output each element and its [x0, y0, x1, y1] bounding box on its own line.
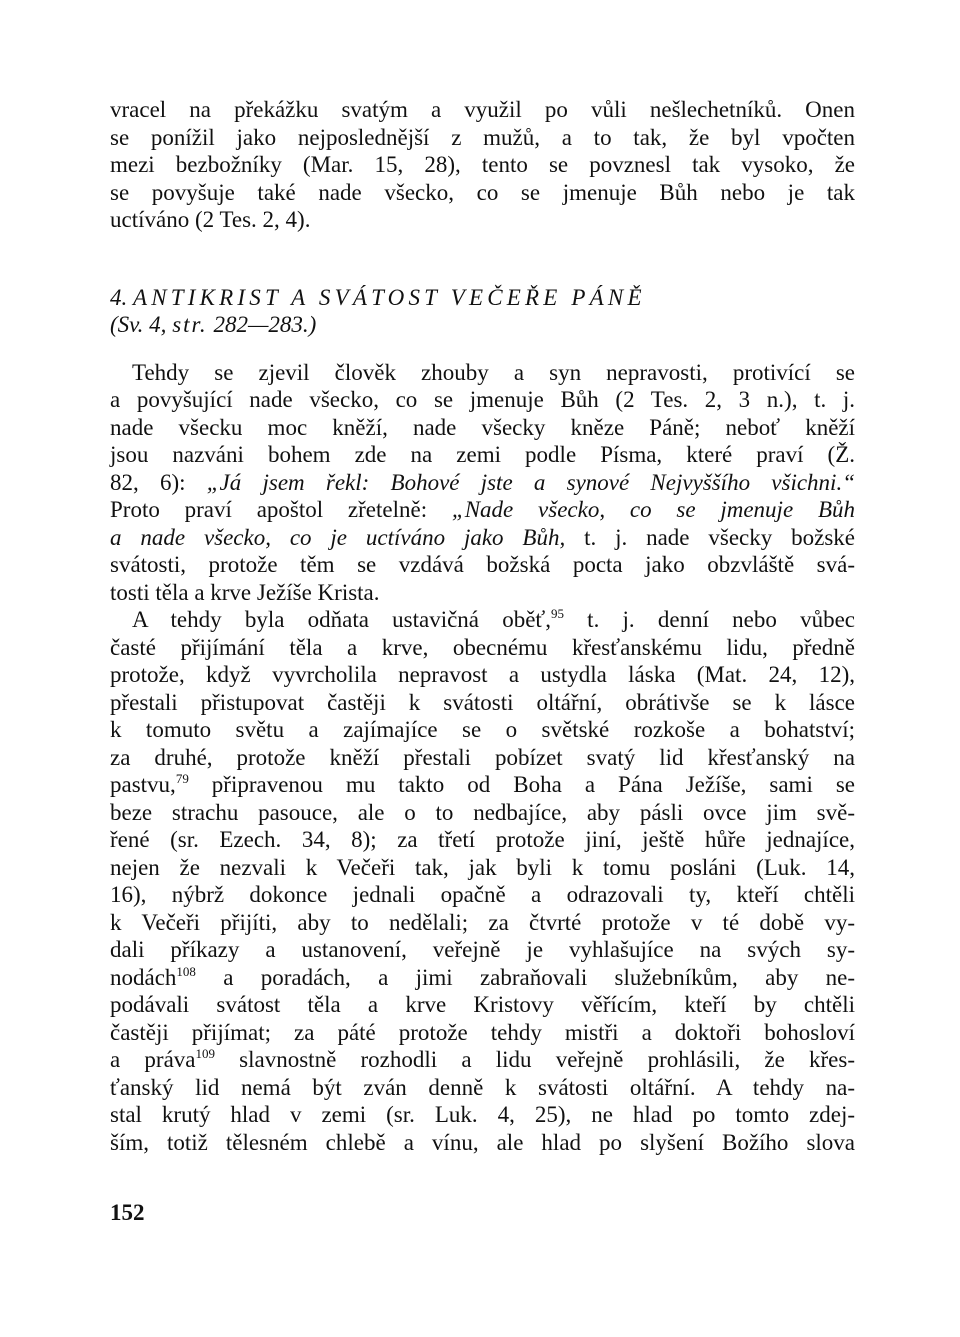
text-line: beze strachu pasouce, ale o to nedbajíce, aby pásli ovce jim svě- — [110, 799, 855, 825]
text-line: ťanský lid nemá být zván denně k svátosti oltářní. A tehdy na- — [110, 1074, 855, 1100]
text-line: a povyšující nade všecko, co se jmenuje Bůh (2 Tes. 2, 3 n.), t. j. — [110, 387, 855, 412]
text-line: stal krutý hlad v zemi (sr. Luk. 4, 25), ne hlad po tomto zdej- — [110, 1102, 855, 1127]
quote-apostle: „Nade všecko, co se jmenuje Bůh — [451, 497, 855, 522]
text-line: se povyšuje také nade všecko, co se jmenuje Bůh nebo je tak — [110, 179, 855, 205]
text-line: časté přijímání těla a krve, obecnému křesťanskému lidu, předně — [110, 634, 855, 660]
text-line: nade všecku moc kněží, nade všecky kněze Páně; neboť kněží — [110, 414, 855, 440]
text-line: pastvu,$^{79}$ připravenou mu takto od Boha a Pána Ježíše, sami se — [110, 771, 855, 797]
text-line: přestali přistupovat častěji k svátosti oltářní, obrátivše se k lásce — [110, 689, 855, 715]
text-line: za druhé, protože kněží přestali pobízet svatý lid křesťanský na — [110, 744, 855, 770]
text-line: podávali svátost těla a krve Kristovy věřícím, kteří by chtěli — [110, 992, 855, 1017]
text-line: mezi bezbožníky (Mar. 15, 28), tento se povznesl tak vysoko, že — [110, 152, 855, 177]
section-reference: (Sv. 4, str. 282—283.) — [110, 312, 317, 337]
section-number: 4. — [110, 284, 128, 310]
text-line: 82, 6): „Já jsem řekl: Bohové jste a synové Nejvyššího všichni.“ — [110, 469, 855, 495]
text-line: protože, když vyvrcholila nepravost a ustydla láska (Mat. 24, 12), — [110, 662, 855, 687]
paragraph-1 — [110, 359, 855, 607]
page-number: 152 — [110, 1200, 145, 1225]
quote-psalm: „Já jsem řekl: Bohové jste a synové Nejvyššího všichni.“ — [206, 469, 855, 495]
text-line: uctíváno (2 Tes. 2, 4). — [110, 207, 311, 232]
section-title: ANTIKRIST A SVÁTOST VEČEŘE PÁNĚ — [133, 284, 646, 310]
section-heading — [110, 284, 855, 339]
footnote-ref: 109 — [195, 1046, 215, 1061]
text-line: 16), nýbrž dokonce jednali opačně a odrazovali ty, kteří chtěli — [110, 882, 855, 907]
footnote-ref: 79 — [175, 771, 189, 786]
text-line: tosti těla a krve Ježíše Krista. — [110, 579, 380, 605]
text-line: a práva$^{109}$ slavnostně rozhodli a lidu veřejně prohlásili, že křes- — [110, 1046, 855, 1072]
footnote-ref: 95 — [550, 606, 564, 621]
text-line: Proto praví apoštol zřetelně: „Nade všecko, co se jmenuje Bůh — [110, 497, 855, 522]
ref-volume: Sv. 4, — [117, 312, 167, 337]
text-line: a nade všecko, co je uctíváno jako Bůh, t. j. nade všecky božské — [110, 524, 855, 550]
text-line: nejen že nezvali k Večeři tak, jak byli k tomu posláni (Luk. 14, — [110, 854, 855, 880]
intro-paragraph — [110, 96, 855, 234]
text-line: ším, totiž tělesném chlebě a vínu, ale hlad po slyšení Božího slova — [110, 1129, 855, 1155]
text-line: jsou nazváni bohem zde na zemi podle Písma, které praví (Ž. — [110, 442, 855, 467]
paragraph-2 — [110, 606, 855, 1156]
text-line: A tehdy byla odňata ustavičná oběť,$^{95}$ t. j. denní nebo vůbec — [132, 606, 855, 632]
page-body — [110, 96, 855, 1156]
footnote-ref: 108 — [176, 963, 196, 979]
text-line: Tehdy se zjevil člověk zhouby a syn nepravosti, protivící se — [132, 359, 855, 385]
text-line: vracel na překážku svatým a využil po vůli nešlechetníků. Onen — [110, 97, 855, 122]
quote-apostle-cont: a nade všecko, co je uctíváno jako Bůh, — [110, 524, 566, 550]
text-line: k Večeři přijíti, aby to nedělali; za čtvrté protože v té době vy- — [110, 909, 855, 935]
text-line: se ponížil jako nejposlednější z mužů, a to tak, že byl vpočten — [110, 124, 855, 150]
text-line: častěji přijímat; za páté protože tehdy mistři a doktoři bohosloví — [110, 1019, 855, 1045]
text-line: k tomuto světu a zajímajíce se o světské rozkoše a bohatství; — [110, 717, 855, 742]
ref-str: str. — [172, 312, 208, 337]
text-line: řené (sr. Ezech. 34, 8); za třetí protože jiní, ještě hůře jednajíce, — [110, 827, 855, 852]
text-line: nodách$^{108}$ a poradách, a jimi zabraňovali služebníkům, aby ne- — [110, 963, 855, 990]
ref-pages: 282—283.) — [213, 312, 317, 337]
text-line: dali příkazy a ustanovení, veřejně je vyhlašujíce na svých sy- — [110, 937, 855, 962]
text-line: svátosti, protože těm se vzdává božská pocta jako obzvláště svá- — [110, 552, 855, 577]
